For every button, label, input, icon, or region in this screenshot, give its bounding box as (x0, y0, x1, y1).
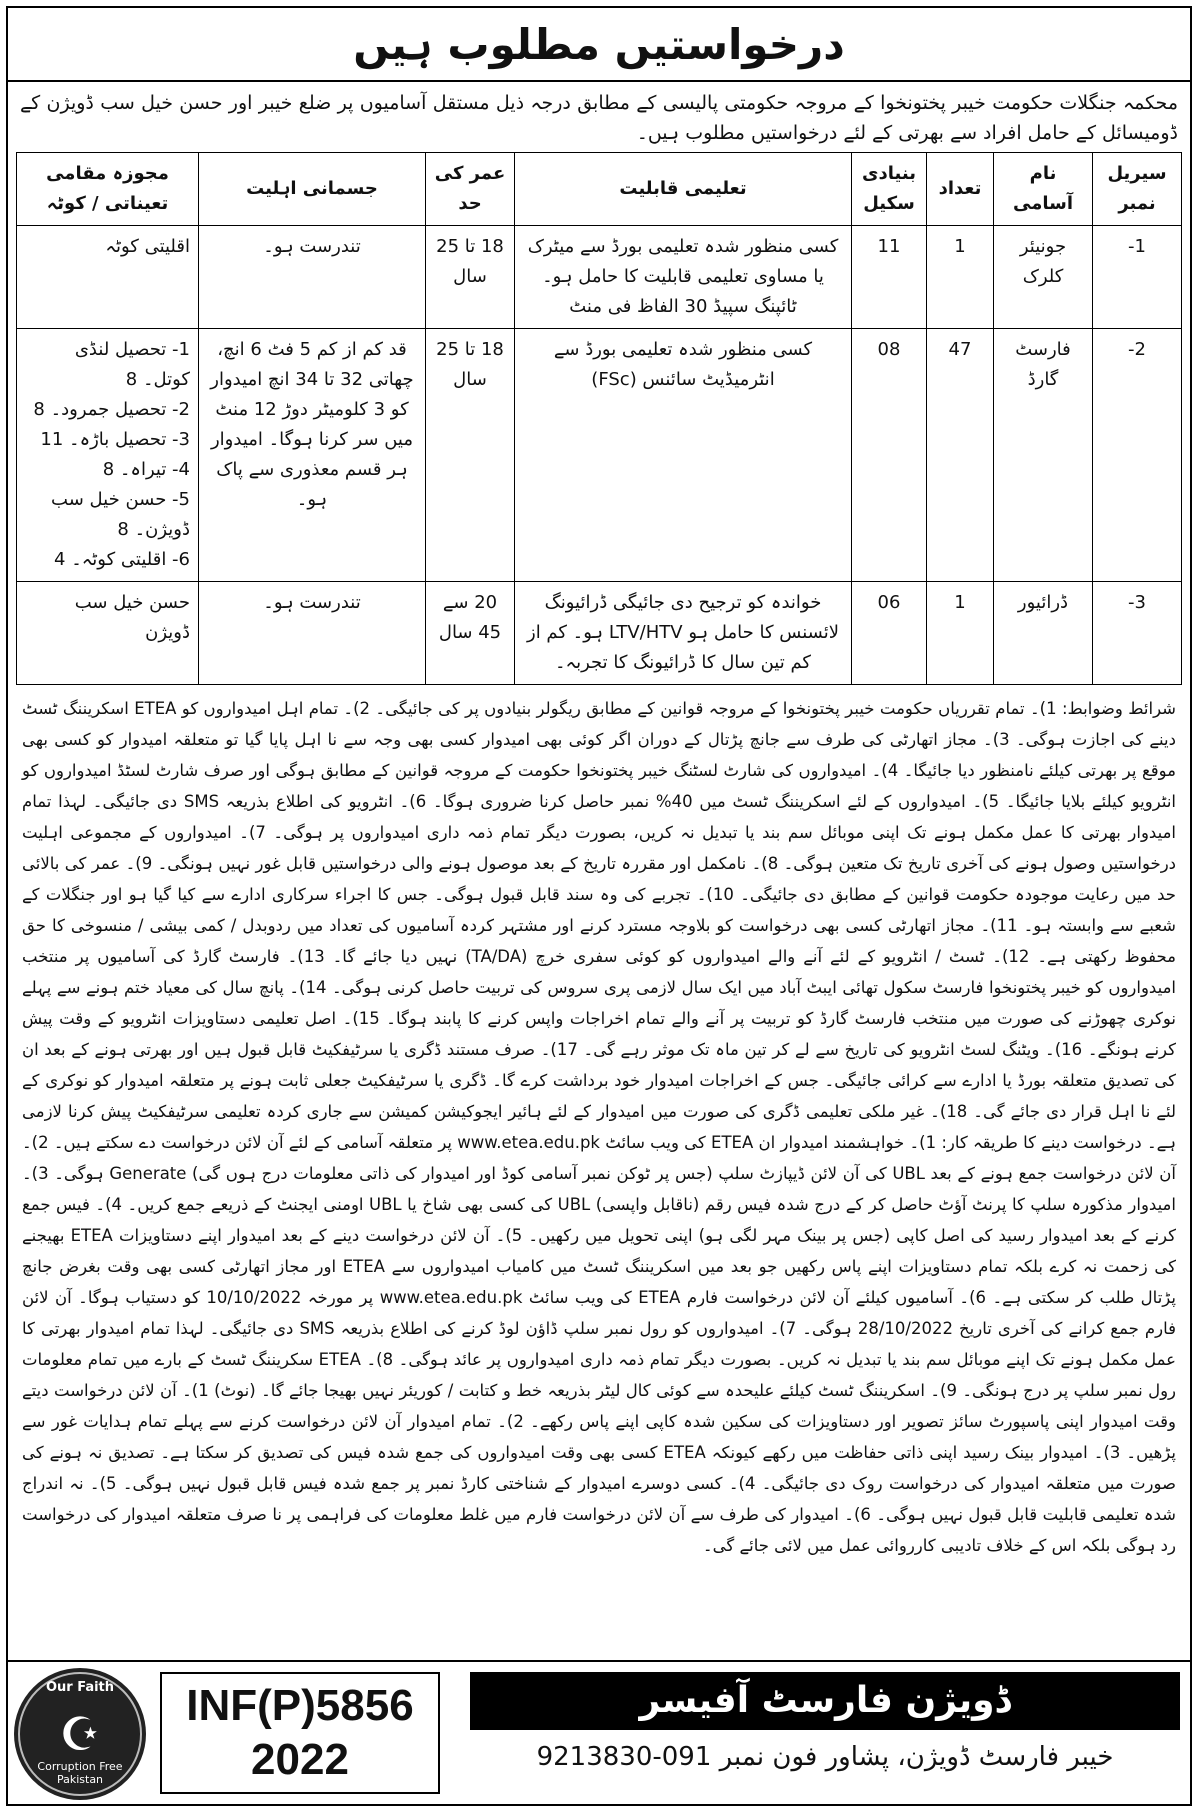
cell-education: خواندہ کو ترجیح دی جائیگی ڈرائیونگ لائسنس کا حامل ہو LTV/HTV ہو۔ کم از کم تین سال کا ڈرائیونگ کا تجربہ۔ (515, 582, 852, 685)
cell-quota (17, 329, 199, 582)
cell-count: 1 (927, 582, 994, 685)
col-header-serial: سیریل نمبر (1093, 153, 1182, 226)
corruption-free-pakistan-logo (14, 1668, 146, 1800)
col-header-count: تعداد (927, 153, 994, 226)
cell-scale: 11 (852, 226, 927, 329)
col-header-quota: مجوزہ مقامی تعیناتی / کوٹہ (17, 153, 199, 226)
inf-number-box (160, 1672, 440, 1794)
officer-title: ڈویژن فارسٹ آفیسر (470, 1672, 1180, 1730)
quota-line: 5- حسن خیل سب ڈویژن۔ 8 (51, 489, 190, 540)
col-header-physical: جسمانی اہلیت (199, 153, 426, 226)
cell-quota (17, 582, 199, 685)
quota-line: 4- تیراہ۔ 8 (102, 459, 190, 480)
quota-line: 1- تحصیل لنڈی کوتل۔ 8 (74, 339, 190, 390)
officer-address: خیبر فارسٹ ڈویژن، پشاور فون نمبر 091-9213830 (536, 1742, 1114, 1772)
cell-post: فارسٹ گارڈ (994, 329, 1093, 582)
cell-quota (17, 226, 199, 329)
cell-physical: قد کم از کم 5 فٹ 6 انچ، چھاتی 32 تا 34 انچ امیدوار کو 3 کلومیٹر دوڑ 12 منٹ میں سر کرنا ہوگا۔ امیدوار ہر قسم معذوری سے پاک ہو۔ (199, 329, 426, 582)
quota-line: حسن خیل سب ڈویژن (74, 592, 190, 643)
table-row (17, 329, 1182, 582)
inf-number: INF(P)5856 (186, 1681, 414, 1730)
cell-post: جونیئر کلرک (994, 226, 1093, 329)
jobs-table (16, 152, 1182, 685)
cell-age: 20 سے 45 سال (426, 582, 515, 685)
col-header-scale: بنیادی سکیل (852, 153, 927, 226)
table-header-row (17, 153, 1182, 226)
cell-physical: تندرست ہو۔ (199, 582, 426, 685)
cell-serial: 1- (1093, 226, 1182, 329)
header-banner (8, 8, 1190, 82)
inf-year: 2022 (251, 1735, 349, 1784)
quota-line: 2- تحصیل جمرود۔ 8 (33, 399, 190, 420)
quota-line: اقلیتی کوٹہ (105, 236, 190, 257)
cell-education: کسی منظور شدہ تعلیمی بورڈ سے میٹرک یا مساوی تعلیمی قابلیت کا حامل ہو۔ ٹائپنگ سپیڈ 30 الفاظ فی منٹ (515, 226, 852, 329)
table-row (17, 582, 1182, 685)
cell-count: 47 (927, 329, 994, 582)
intro-paragraph: محکمہ جنگلات حکومت خیبر پختونخوا کے مروجہ حکومتی پالیسی کے مطابق درجہ ذیل مستقل آسامیوں پر ضلع خیبر اور حسن خیل سب ڈویژن کے ڈومیسائل کے حامل افراد سے بھرتی کے لئے درخواستیں مطلوب ہیں۔ (20, 92, 1178, 144)
quota-line: 6- اقلیتی کوٹہ۔ 4 (54, 549, 190, 570)
col-header-post: نام آسامی (994, 153, 1093, 226)
cell-serial: 2- (1093, 329, 1182, 582)
cell-physical: تندرست ہو۔ (199, 226, 426, 329)
cell-serial: 3- (1093, 582, 1182, 685)
cell-scale: 08 (852, 329, 927, 582)
issuing-officer (470, 1672, 1180, 1794)
advertisement-page (6, 6, 1192, 1806)
col-header-age: عمر کی حد (426, 153, 515, 226)
terms-and-conditions: شرائط وضوابط: 1)۔ تمام تقرریاں حکومت خیبر پختونخوا کے مروجہ قوانین کے مطابق ریگولر بنیادوں پر کی جائیگی۔ 2)۔ تمام اہل امیدواروں کو ETEA اسکریننگ ٹسٹ دینے کی اجازت ہوگی۔ 3)۔ مجاز اتھارٹی کی طرف سے جانچ پڑتال کے دوران اگر کوئی بھی امیدوار کسی بھی وجہ سے نا اہل پایا گیا تو متعلقہ امیدوار کو کسی بھی موقع پر بھرتی کیلئے نامنظور دیا جائیگا۔ 4)۔ امیدواروں کی شارٹ لسٹنگ خیبر پختونخوا حکومت کے مروجہ قوانین کے مطابق ہوگی اور صرف شارٹ لسٹڈ امیدواروں کو انٹرویو کیلئے بلایا جائیگا۔ 5)۔ امیدواروں کے لئے اسکریننگ ٹسٹ میں 40% نمبر حاصل کرنا ضروری ہوگا۔ 6)۔ انٹرویو کی اطلاع بذریعہ SMS دی جائیگی۔ لہذا تمام امیدوار بھرتی کا عمل مکمل ہونے تک اپنی موبائل سم بند یا تبدیل نہ کریں، بصورت دیگر تمام ذمہ داری امیدواروں پر ہوگی۔ 7)۔ امیدواروں کے مجموعی اہلیت درخواستیں وصول ہونے کی آخری تاریخ تک متعین ہوگی۔ 8)۔ نامکمل اور مقررہ تاریخ کے بعد موصول ہونے والی درخواستیں قابل غور نہیں ہونگی۔ 9)۔ عمر کی بالائی حد میں رعایت موجودہ حکومت قوانین کے مطابق دی جائیگی۔ 10)۔ تجربے کی وہ سند قابل قبول ہوگی۔ جس کا اجراء سرکاری ادارے سے کیا گیا ہو اور جنگلات کے شعبے سے وابستہ ہو۔ 11)۔ مجاز اتھارٹی کسی بھی درخواست کو بلاوجہ مسترد کرنے اور مشتہر کردہ آسامیوں کی تعداد میں ردوبدل / کمی بیشی / منسوخی کا حق محفوظ رکھتی ہے۔ 12)۔ ٹسٹ / انٹرویو کے لئے آنے والے امیدواروں کو کوئی سفری خرچ (TA/DA) نہیں دیا جائے گا۔ 13)۔ فارسٹ گارڈ کی آسامیوں پر منتخب امیدواروں کو خیبر پختونخوا فارسٹ سکول تھائی ایبٹ آباد میں ایک سال لازمی پری سروس کی تربیت حاصل کرنی ہوگی۔ 14)۔ پانچ سال کی معیاد ختم ہونے سے پہلے نوکری چھوڑنے کی صورت میں منتخب فارسٹ گارڈ کو تربیت پر آنے والے تمام اخراجات واپس کرنے کا پابند ہوگا۔ 15)۔ اصل تعلیمی دستاویزات انٹرویو کے وقت پیش کرنے ہونگے۔ 16)۔ ویٹنگ لسٹ انٹرویو کی تاریخ سے لے کر تین ماہ تک موثر رہے گی۔ 17)۔ صرف مستند ڈگری یا سرٹیفکیٹ قابل قبول ہیں اور بھرتی ہونے کے بعد ان کی تصدیق متعلقہ بورڈ یا ادارے سے کرائی جائیگی۔ جس کے اخراجات امیدوار خود برداشت کرے گا۔ ڈگری یا سرٹیفکیٹ جعلی ثابت ہونے پر متعلقہ امیدوار کو نوکری کے لئے نا اہل قرار دی جائے گی۔ 18)۔ غیر ملکی تعلیمی ڈگری کی صورت میں امیدوار کے لئے ہائیر ایجوکیشن کمیشن سے جاری کردہ تعلیمی سرٹیفکیٹ پیش کرنا لازمی ہے۔ درخواست دینے کا طریقہ کار: 1)۔ خواہشمند امیدوار ان ETEA کی ویب سائٹ www.etea.edu.pk پر متعلقہ آسامی کے لئے آن لائن درخواست دے سکتے ہیں۔ 2)۔ آن لائن درخواست جمع ہونے کے بعد UBL کی آن لائن ڈیپازٹ سلپ (جس پر ٹوکن نمبر آسامی کوڈ اور امیدوار کی ذاتی معلومات درج ہوں گی) Generate ہوگی۔ 3)۔ امیدوار مذکورہ سلپ کا پرنٹ آؤٹ حاصل کر کے درج شدہ فیس رقم (ناقابل واپسی) UBL کی کسی بھی شاخ یا UBL اومنی ایجنٹ کے ذریعے جمع کریں۔ 4)۔ فیس جمع کرنے کے بعد امیدوار رسید کی اصل کاپی (جس پر بینک مہر لگی ہو) اپنی تحویل میں رکھیں۔ 5)۔ آن لائن درخواست دینے کے بعد امیدوار اپنے دستاویزات ETEA بھیجنے کی زحمت نہ کرے بلکہ تمام دستاویزات اپنے پاس رکھیں جو بعد میں اسکریننگ ٹسٹ میں کامیاب امیدواروں سے ETEA اور مجاز اتھارٹی کسی بھی وقت بغرض جانچ پڑتال طلب کر سکتی ہے۔ 6)۔ آسامیوں کیلئے آن لائن درخواست فارم ETEA کی ویب سائٹ www.etea.edu.pk پر مورخہ 10/10/2022 کو دستیاب ہوگا۔ آن لائن فارم جمع کرانے کی آخری تاریخ 28/10/2022 ہوگی۔ 7)۔ امیدواروں کو رول نمبر سلپ ڈاؤن لوڈ کرنے کی اطلاع بذریعہ SMS دی جائیگی۔ لہذا تمام امیدوار بھرتی کا عمل مکمل ہونے تک اپنے موبائل سم بند یا تبدیل نہ کریں۔ بصورت دیگر تمام ذمہ داری امیدواروں پر عائد ہوگی۔ 8)۔ ETEA سکریننگ ٹسٹ کے بارے میں تمام معلومات رول نمبر سلپ پر درج ہونگی۔ 9)۔ اسکریننگ ٹسٹ کیلئے علیحدہ سے کوئی کال لیٹر بذریعہ خط و کتابت / کوریئر نہیں بھیجا جائے گا۔ (نوٹ) 1)۔ آن لائن درخواست دیتے وقت امیدوار اپنی پاسپورٹ سائز تصویر اور دستاویزات کی سکین شدہ کاپی اپنے پاس رکھے۔ 2)۔ تمام امیدوار آن لائن درخواست کرنے سے پہلے تمام ہدایات غور سے پڑھیں۔ 3)۔ امیدوار بینک رسید اپنی ذاتی حفاظت میں رکھے کیونکہ ETEA کسی بھی وقت امیدواروں کی جمع شدہ فیس کی تصدیق کر سکتا ہے۔ تصدیق نہ ہونے کی صورت میں متعلقہ امیدوار کی درخواست روک دی جائیگی۔ 4)۔ کسی دوسرے امیدوار کے شناختی کارڈ نمبر پر جمع شدہ فیس قابل قبول نہیں ہوگی۔ 5)۔ نہ اندراج شدہ تعلیمی قابلیت قابل قبول نہیں ہوگی۔ 6)۔ امیدوار کی طرف سے آن لائن درخواست فارم میں غلط معلومات کی فراہمی پر نا صرف متعلقہ امیدوار کی درخواست رد ہوگی بلکہ اس کے خلاف تادیبی کارروائی عمل میں لائی جائے گی۔ (22, 699, 1177, 1555)
cell-scale: 06 (852, 582, 927, 685)
table-row (17, 226, 1182, 329)
page-title: درخواستیں مطلوب ہیں (353, 19, 845, 69)
cell-age: 18 تا 25 سال (426, 226, 515, 329)
logo-bottom-text: Corruption Free Pakistan (37, 1760, 123, 1786)
cell-education: کسی منظور شدہ تعلیمی بورڈ سے انٹرمیڈیٹ سائنس (FSc) (515, 329, 852, 582)
flag-icon: ☪ (59, 1707, 101, 1761)
cell-post: ڈرائیور (994, 582, 1093, 685)
cell-count: 1 (927, 226, 994, 329)
logo-top-text: Our Faith (45, 1680, 115, 1695)
quota-line: 3- تحصیل باڑہ۔ 11 (40, 429, 190, 450)
footer (8, 1660, 1190, 1804)
col-header-education: تعلیمی قابلیت (515, 153, 852, 226)
cell-age: 18 تا 25 سال (426, 329, 515, 582)
